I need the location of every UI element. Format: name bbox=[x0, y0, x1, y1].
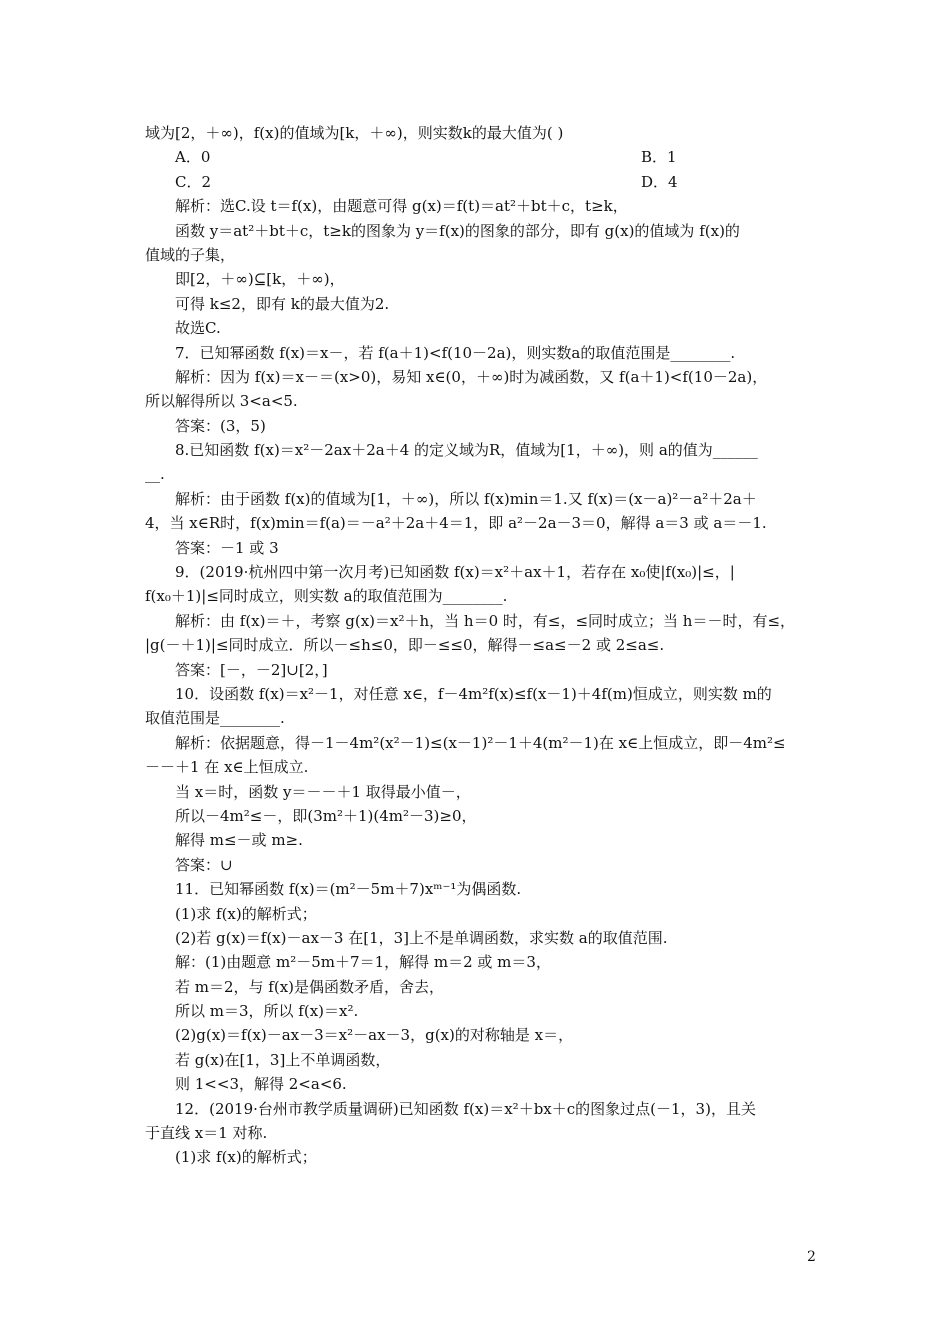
page-content bbox=[145, 121, 813, 1170]
text-line: 解：(1)由题意 m²－5m＋7＝1，解得 m＝2 或 m＝3， bbox=[175, 953, 551, 972]
text-line: (1)求 f(x)的解析式； bbox=[175, 1148, 317, 1167]
text-line: 答案：(3，5) bbox=[175, 416, 266, 435]
text-line: 解析：由于函数 f(x)的值域为[1，＋∞)，所以 f(x)min＝1.又 f(x)＝(x－a)²－a²＋2a＋ bbox=[175, 489, 757, 508]
text-line: (2)若 g(x)＝f(x)－ax－3 在[1，3]上不是单调函数，求实数 a的取值范围. bbox=[175, 928, 668, 947]
option-left: A．0 bbox=[175, 148, 211, 167]
text-line: 所以－4m²≤－，即(3m²＋1)(4m²－3)≥0， bbox=[175, 806, 477, 825]
text-line: 所以解得所以 3<a<5. bbox=[145, 392, 298, 411]
text-line: (1)求 f(x)的解析式； bbox=[175, 904, 317, 923]
text-line: 取值范围是________. bbox=[145, 709, 285, 728]
text-line: f(x₀＋1)|≤同时成立，则实数 a的取值范围为________. bbox=[145, 587, 508, 606]
option-left: C．2 bbox=[175, 172, 212, 191]
text-line: 可得 k≤2，即有 k的最大值为2. bbox=[175, 294, 390, 313]
text-line: 故选C. bbox=[175, 319, 221, 338]
text-line: 答案：－1 或 3 bbox=[175, 538, 279, 557]
text-line: 11．已知幂函数 f(x)＝(m²－5m＋7)xᵐ⁻¹为偶函数. bbox=[175, 880, 522, 899]
text-line: 若 m＝2，与 f(x)是偶函数矛盾，舍去， bbox=[175, 977, 445, 996]
text-line: 答案：[－，－2]∪[2，] bbox=[175, 660, 328, 679]
text-line: 4，当 x∈R时，f(x)min＝f(a)＝－a²＋2a＋4＝1，即 a²－2a－3＝0，解得 a＝3 或 a＝－1. bbox=[145, 514, 767, 533]
text-line: 8.已知函数 f(x)＝x²－2ax＋2a＋4 的定义域为R，值域为[1，＋∞)，则 a的值为______ bbox=[175, 441, 758, 460]
text-line: 9．(2019·杭州四中第一次月考)已知函数 f(x)＝x²＋ax＋1，若存在 x₀使|f(x₀)|≤，| bbox=[175, 563, 735, 582]
text-line: 即[2，＋∞)⊆[k，＋∞)， bbox=[175, 270, 345, 289]
text-line: 12．(2019·台州市教学质量调研)已知函数 f(x)＝x²＋bx＋c的图象过点(－1，3)，且关 bbox=[175, 1099, 756, 1118]
text-line: 函数 y＝at²＋bt＋c，t≥k的图象为 y＝f(x)的图象的部分，即有 g(x)的值域为 f(x)的 bbox=[175, 221, 740, 240]
text-line: －－＋1 在 x∈上恒成立. bbox=[145, 758, 309, 777]
options-row bbox=[145, 170, 813, 194]
text-line: (2)g(x)＝f(x)－ax－3＝x²－ax－3，g(x)的对称轴是 x＝， bbox=[175, 1026, 574, 1045]
text-line: 10．设函数 f(x)＝x²－1，对任意 x∈，f－4m²f(x)≤f(x－1)＋4f(m)恒成立，则实数 m的 bbox=[175, 684, 772, 703]
options-row bbox=[145, 145, 813, 169]
text-line: 解析：依据题意，得－1－4m²(x²－1)≤(x－1)²－1＋4(m²－1)在 x∈上恒成立，即－4m²≤ bbox=[175, 733, 786, 752]
text-line: 解析：选C.设 t＝f(x)，由题意可得 g(x)＝f(t)＝at²＋bt＋c，t≥k， bbox=[175, 197, 628, 216]
text-line: 解析：由 f(x)＝＋，考察 g(x)＝x²＋h，当 h＝0 时，有≤，≤同时成立；当 h＝－时，有≤， bbox=[175, 611, 796, 630]
text-line: 当 x＝时，函数 y＝－－＋1 取得最小值－， bbox=[175, 782, 471, 801]
text-line: 答案：∪ bbox=[175, 855, 233, 874]
option-right: D．4 bbox=[641, 172, 678, 191]
text-line: 解析：因为 f(x)＝x－＝(x>0)，易知 x∈(0，＋∞)时为减函数，又 f(a＋1)<f(10－2a)， bbox=[175, 367, 768, 386]
text-line: 所以 m＝3，所以 f(x)＝x². bbox=[175, 1002, 359, 1021]
text-line: __. bbox=[145, 465, 165, 484]
text-line: 若 g(x)在[1，3]上不单调函数， bbox=[175, 1050, 391, 1069]
text-line: |g(－＋1)|≤同时成立．所以－≤h≤0，即－≤≤0，解得－≤a≤－2 或 2≤a≤. bbox=[145, 636, 665, 655]
text-line: 域为[2，＋∞)，f(x)的值域为[k，＋∞)，则实数k的最大值为( ) bbox=[145, 124, 564, 142]
text-line: 则 1<<3，解得 2<a<6. bbox=[175, 1075, 347, 1094]
text-line: 值域的子集， bbox=[145, 245, 236, 264]
page-number: 2 bbox=[807, 1249, 816, 1265]
text-line: 于直线 x＝1 对称. bbox=[145, 1124, 268, 1143]
text-line: 7．已知幂函数 f(x)＝x－，若 f(a＋1)<f(10－2a)，则实数a的取值范围是________. bbox=[175, 343, 736, 362]
text-line: 解得 m≤－或 m≥. bbox=[175, 831, 303, 850]
option-right: B．1 bbox=[641, 148, 677, 167]
